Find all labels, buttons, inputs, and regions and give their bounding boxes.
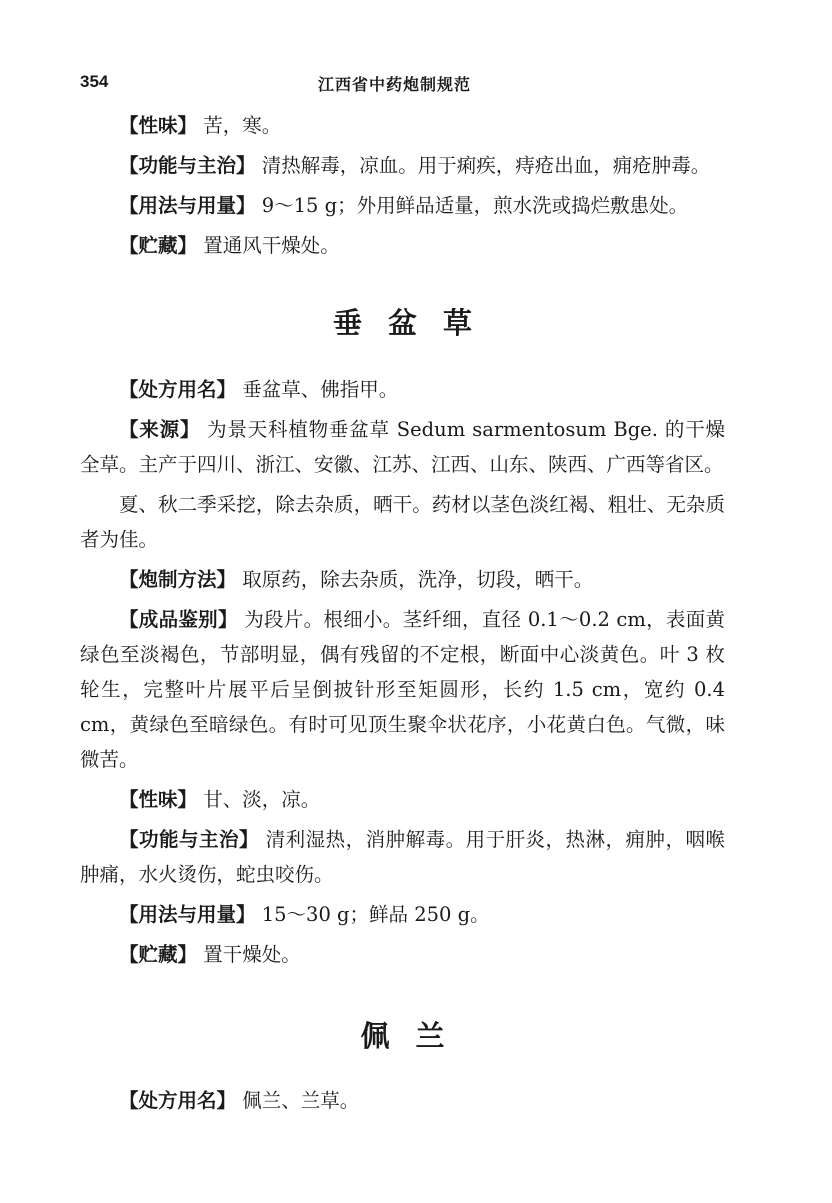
page-header <box>80 72 720 100</box>
chuipencao-function-paragraph <box>80 822 725 892</box>
section-title-peilan: 佩兰 <box>360 1019 471 1053</box>
top-entry-dosage-paragraph <box>80 188 725 223</box>
function-label: 【功能与主治】 <box>119 828 259 851</box>
chuipencao-dosage-paragraph <box>80 897 725 932</box>
prescription-label: 【处方用名】 <box>119 378 237 401</box>
taste-text: 甘、淡，凉。 <box>203 788 321 811</box>
peilan-prescription-paragraph <box>80 1083 725 1118</box>
source-text: 为景天科植物垂盆草 Sedum sarmentosum Bge. 的干燥全草。主产于四川、浙江、安徽、江苏、江西、山东、陕西、广西等省区。 <box>80 418 725 476</box>
identification-text: 为段片。根细小。茎纤细，直径 0.1～0.2 cm，表面黄绿色至淡褐色，节部明显，偶有残留的不定根，断面中心淡黄色。叶 3 枚轮生，完整叶片展平后呈倒披针形至矩圆形，长约 1.5 cm，宽约 0.4 cm，黄绿色至暗绿色。有时可见顶生聚伞状花序，小花黄白色。气微，味微苦。 <box>80 608 725 771</box>
prescription-label: 【处方用名】 <box>119 1089 237 1112</box>
chuipencao-processing-paragraph <box>80 562 725 597</box>
top-entry-taste-paragraph <box>80 108 725 143</box>
page-number: 354 <box>80 72 109 91</box>
taste-label: 【性味】 <box>119 114 198 137</box>
top-entry-storage-paragraph <box>80 228 725 263</box>
chuipencao-taste-paragraph <box>80 782 725 817</box>
prescription-text: 垂盆草、佛指甲。 <box>242 378 399 401</box>
top-entry-function-paragraph <box>80 148 725 183</box>
chuipencao-prescription-paragraph <box>80 372 725 407</box>
running-title: 江西省中药炮制规范 <box>318 75 472 94</box>
storage-label: 【贮藏】 <box>119 943 198 966</box>
storage-text: 置干燥处。 <box>203 943 301 966</box>
function-label: 【功能与主治】 <box>119 154 256 177</box>
taste-text: 苦，寒。 <box>203 114 282 137</box>
dosage-text: 15～30 g；鲜品 250 g。 <box>261 903 490 926</box>
prescription-text: 佩兰、兰草。 <box>242 1089 360 1112</box>
chuipencao-identification-paragraph <box>80 602 725 777</box>
dosage-label: 【用法与用量】 <box>119 903 256 926</box>
function-text: 清热解毒，凉血。用于痢疾，痔疮出血，痈疮肿毒。 <box>261 154 711 177</box>
taste-label: 【性味】 <box>119 788 198 811</box>
source-label: 【来源】 <box>119 418 201 441</box>
storage-text: 置通风干燥处。 <box>203 234 340 257</box>
page-content <box>80 108 725 1123</box>
processing-text: 取原药，除去杂质，洗净，切段，晒干。 <box>242 568 594 591</box>
dosage-label: 【用法与用量】 <box>119 194 256 217</box>
identification-label: 【成品鉴别】 <box>119 608 238 631</box>
function-text: 清利湿热，消肿解毒。用于肝炎，热淋，痈肿，咽喉肿痛，水火烫伤，蛇虫咬伤。 <box>80 828 725 886</box>
section-title-chuipencao: 垂盆草 <box>332 306 498 340</box>
storage-label: 【贮藏】 <box>119 234 198 257</box>
chuipencao-source-paragraph <box>80 412 725 482</box>
dosage-text: 9～15 g；外用鲜品适量，煎水洗或捣烂敷患处。 <box>261 194 689 217</box>
processing-label: 【炮制方法】 <box>119 568 237 591</box>
chuipencao-storage-paragraph <box>80 937 725 972</box>
chuipencao-harvest-paragraph: 夏、秋二季采挖，除去杂质，晒干。药材以茎色淡红褐、粗壮、无杂质者为佳。 <box>80 493 725 551</box>
